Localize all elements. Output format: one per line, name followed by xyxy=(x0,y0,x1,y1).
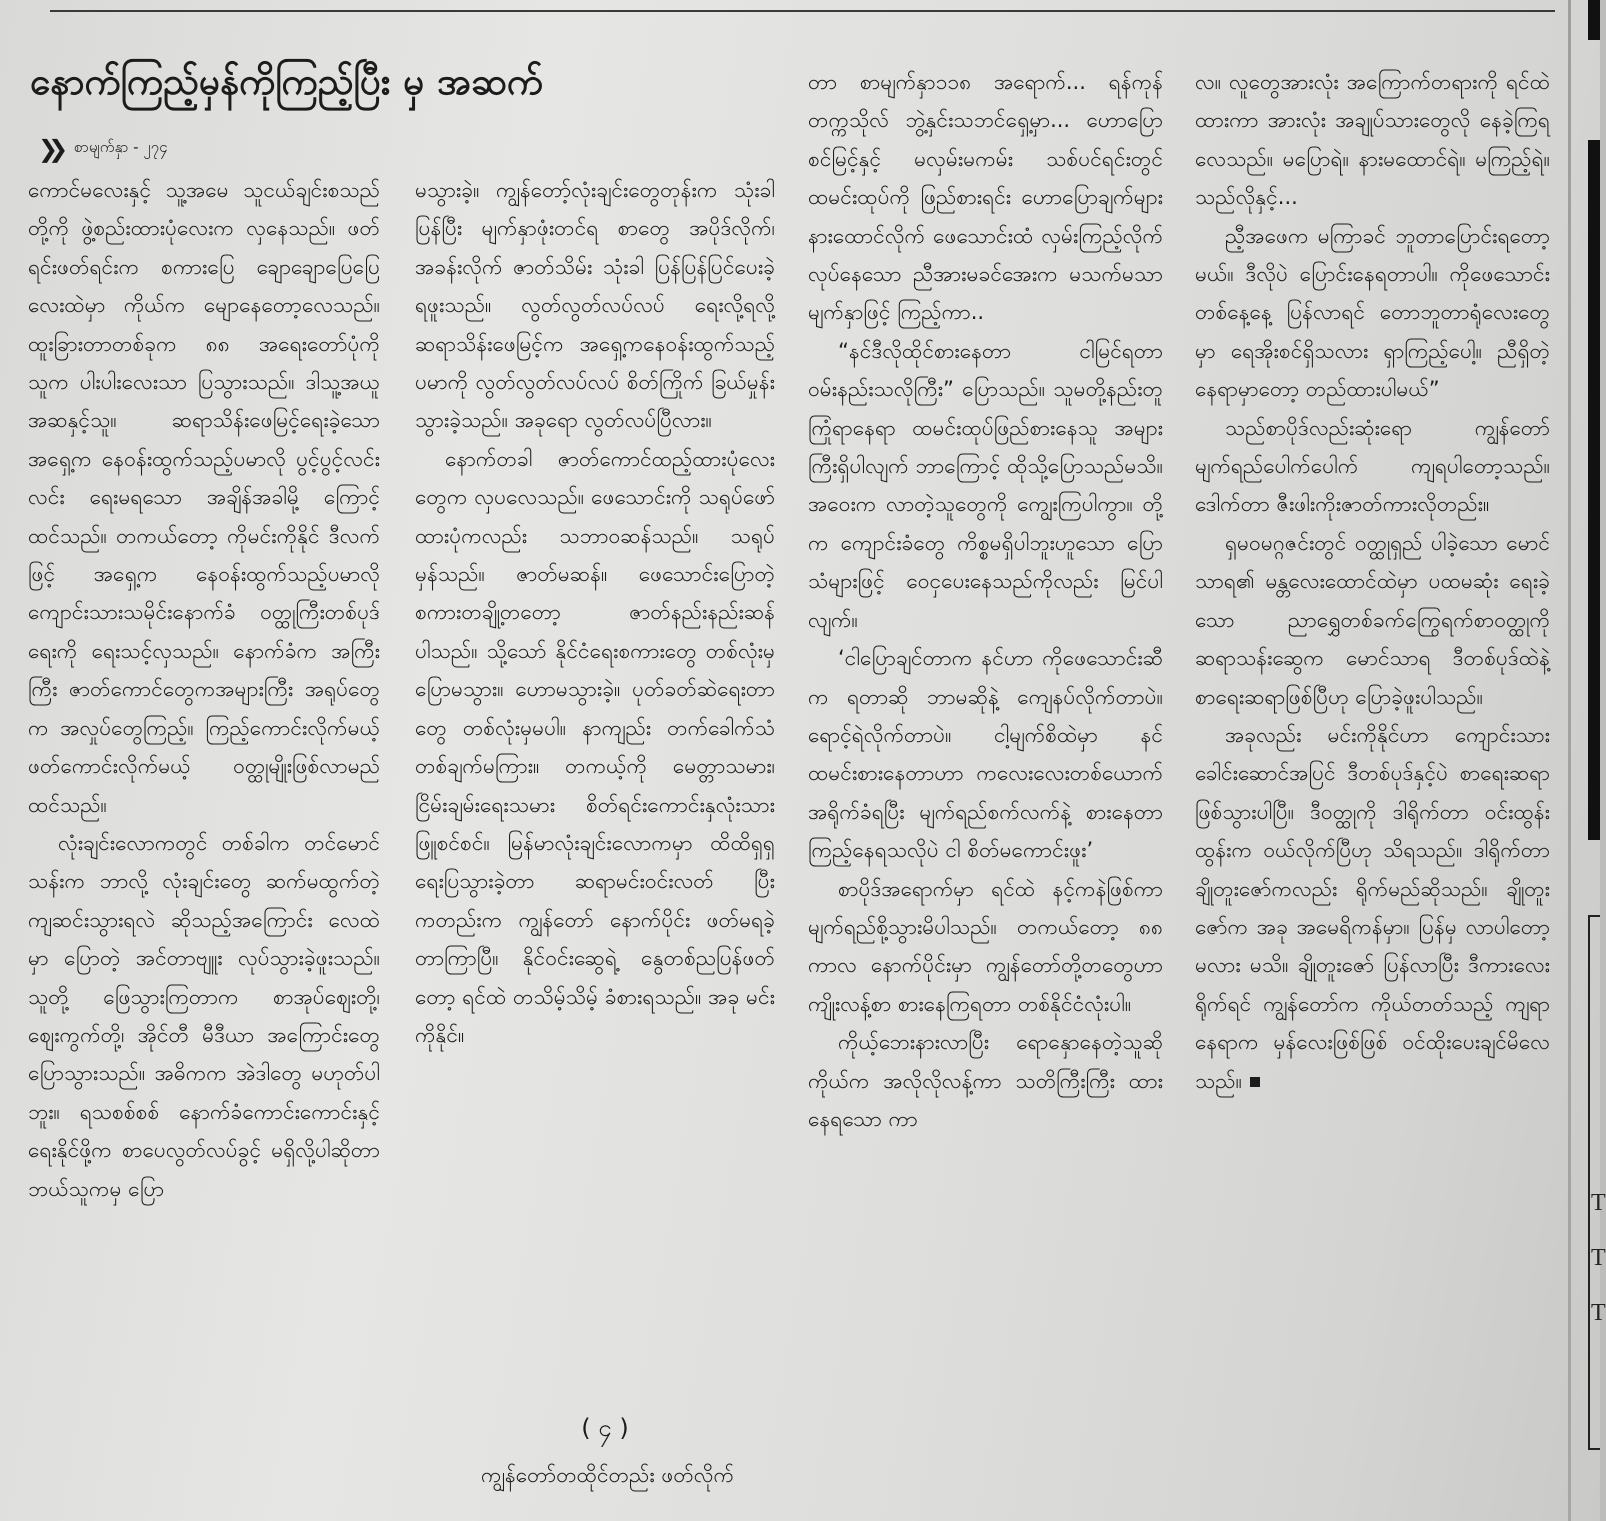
paragraph: ကောင်မလေးနှင့် သူ့အမေ သူငယ်ချင်းစသည်တို့ကို ဖွဲ့စည်းထားပုံလေးက လှနေသည်။ ဖတ်ရင်းဖတ်ရင်းက စကားပြေ ချောချောပြေပြေလေးထဲမှာ ကိုယ်က မျောနေတော့လေသည်။ ထူးခြားတာတစ်ခုက ၈၈ အရေးတော်ပုံကို သူက ပါးပါးလေးသာ ပြသွားသည်။ ဒါသူ့အယူအဆနှင့်သူ။ ဆရာသိန်းဖေမြင့်ရေးခဲ့သော အရှေ့က နေဝန်းထွက်သည့်ပမာလို ပွင့်ပွင့်လင်းလင်း ရေးမရသော အချိန်အခါမို့ ကြောင့်ထင်သည်။ တကယ်တော့ ကိုမင်းကိုနိုင် ဒီလက်ဖြင့် အရှေ့က နေဝန်းထွက်သည့်ပမာလို ကျောင်းသားသမိုင်းနောက်ခံ ဝတ္ထုကြီးတစ်ပုဒ်ရေးကို ရေးသင့်လှသည်။ နောက်ခံက အကြီးကြီး ဇာတ်ကောင်တွေကအများကြီး အရုပ်တွေက အလှုပ်တွေကြည့်။ ကြည့်ကောင်းလိုက်မယ့် ဖတ်ကောင်းလိုက်မယ့် ဝတ္ထုမျိုးဖြစ်လာမည် ထင်သည်။ xyxy=(28,178,380,817)
paragraph: တာ စာမျက်နှာ၁၁၈ အရောက်... ရန်ကုန်တက္ကသိုလ် ဘွဲ့နှင်းသဘင်ရှေ့မှာ... ဟောပြောစင်မြင့်နှင့် မလှမ်းမကမ်း သစ်ပင်ရင်းတွင် ထမင်းထုပ်ကို ဖြည်စားရင်း ဟောပြောချက်များ နားထောင်လိုက် ဖေသောင်းထံ လှမ်းကြည့်လိုက်လုပ်နေသော ညီအားမခင်အေးက မသက်မသာမျက်နှာဖြင့် ကြည့်ကာ.. xyxy=(808,70,1163,325)
adjacent-page-edge xyxy=(1588,140,1600,840)
paragraph: စာပိုဒ်အရောက်မှာ ရင်ထဲ နင့်ကနဲဖြစ်ကာ မျက်ရည်စို့သွားမိပါသည်။ တကယ်တော့ ၈၈ ကာလ နောက်ပိုင်းမှာ ကျွန်တော်တို့တတွေဟာ ကျိုးလန့်စာ စားနေကြရတာ တစ်နိုင်ငံလုံးပါ။ xyxy=(808,876,1163,1016)
top-rule xyxy=(50,10,1555,12)
paragraph: ရှမဝမဂ္ဂဇင်းတွင် ဝတ္ထုရှည် ပါခဲ့သော မောင်သာရ၏ မန္တလေးထောင်ထဲမှာ ပထမဆုံး ရေးခဲ့သော ညာရွှေတစ်ခက်ကြွေရက်စာဝတ္ထုကို ဆရာသန်းဆွေက မောင်သာရ ဒီတစ်ပုဒ်ထဲနဲ့ စာရေးဆရာဖြစ်ပြီဟု ပြောခဲ့ဖူးပါသည်။ xyxy=(1195,530,1550,709)
paragraph: လ။ လူတွေအားလုံး အကြောက်တရားကို ရင်ထဲထားကာ အားလုံး အချုပ်သားတွေလို နေခဲ့ကြရလေသည်။ မပြောရဲ။ နားမထောင်ရဲ။ မကြည့်ရဲ။ သည်လိုနှင့်... xyxy=(1195,70,1550,210)
page-fold xyxy=(1568,0,1571,1521)
adjacent-page-edge xyxy=(1588,0,1600,40)
article-column-3 xyxy=(808,63,1163,1521)
paragraph: သည်စာပိုဒ်လည်းဆုံးရော ကျွန်တော် မျက်ရည်ပေါက်ပေါက် ကျရပါတော့သည်။ ဒေါက်တာ ဇီးဖါးကိုးဇာတ်ကားလိုတည်း။ xyxy=(1195,415,1550,517)
adjacent-page-fragment: T xyxy=(1591,1190,1606,1216)
paragraph: ကိုယ့်ဘေးနားလာပြီး ရောနှောနေတဲ့သူဆို ကိုယ်က အလိုလိုလန့်ကာ သတိကြီးကြီး ထားနေရသော ကာ xyxy=(808,1030,1163,1131)
article-column-4 xyxy=(1195,63,1550,1473)
article-headline: နောက်ကြည့်မှန်ကိုကြည့်ပြီး မှ အဆက် xyxy=(30,60,544,103)
paragraph: နောက်တခါ ဇာတ်ကောင်ထည့်ထားပုံလေးတွေက လှပလေသည်။ ဖေသောင်းကို သရုပ်ဖော်ထားပုံကလည်း သဘာဝဆန်သည်။ သရုပ်မှန်သည်။ ဇာတ်မဆန်။ ဖေသောင်းပြောတဲ့ စကားတချို့တတော့ ဇာတ်နည်းနည်းဆန်ပါသည်။ သို့သော် နိုင်ငံရေးစကားတွေ တစ်လုံးမှ ပြောမသွား။ ဟောမသွားခဲ့။ ပုတ်ခတ်ဆဲရေးတာတွေ တစ်လုံးမှမပါ။ နာကျည်း တက်ခေါက်သံ တစ်ချက်မကြား။ တကယ့်ကို မေတ္တာသမား၊ ငြိမ်းချမ်းရေးသမား စိတ်ရင်းကောင်းနှလုံးသားဖြူစင်စင်။ မြန်မာလုံးချင်းလောကမှာ ထိထိရှရှ ရေးပြသွားခဲ့တာ ဆရာမင်းဝင်းလတ် ပြီးကတည်းက ကျွန်တော် နောက်ပိုင်း ဖတ်မရခဲ့တာကြာပြီ။ နိုင်ဝင်းဆွေရဲ့ နွေတစ်ညပြန်ဖတ်တော့ ရင်ထဲ တသိမ့်သိမ့် ခံစားရသည်။ အခု မင်းကိုနိုင်။ xyxy=(415,446,775,1047)
adjacent-page-fragment: T xyxy=(1591,1245,1606,1271)
article-column-2 xyxy=(415,171,775,1441)
paragraph xyxy=(1195,716,1550,1100)
double-chevron-right-icon: ❯❯ xyxy=(38,135,59,163)
end-square-icon xyxy=(1250,1077,1260,1087)
paragraph: လုံးချင်းလောကတွင် တစ်ခါက တင်မောင်သန်းက ဘာလို့ လုံးချင်းတွေ ဆက်မထွက်တဲ့ ကျဆင်းသွားရလဲ ဆိုသည့်အကြောင်း လေထဲမှာ ပြောတဲ့ အင်တာဗျူး လုပ်သွားခဲ့ဖူးသည်။ သူတို့ ဖြေသွားကြတာက စာအုပ်ဈေးတို့၊ ဈေးကွက်တို့၊ အိုင်တီ မီဒီယာ အကြောင်းတွေ ပြောသွားသည်။ အဓိကက အဲဒါတွေ မဟုတ်ပါဘူး။ ရသစစ်စစ် နောက်ခံကောင်းကောင်းနှင့် ရေးနိုင်ဖို့က စာပေလွတ်လပ်ခွင့် မရှိလို့ပါဆိုတာ ဘယ်သူကမှ ပြော xyxy=(28,830,380,1201)
byline xyxy=(38,136,168,162)
byline-text: စာမျက်နှာ - ၂၇၄ xyxy=(74,138,168,156)
article-column-1 xyxy=(28,171,380,1516)
continuation-line: ကျွန်တော်တထိုင်တည်း ဖတ်လိုက် xyxy=(480,1463,735,1487)
paragraph: ‘ငါပြောချင်တာက နင်ဟာ ကိုဖေသောင်းဆီက ရတာဆို ဘာမဆိုနဲ့ ကျေနပ်လိုက်တာပဲ။ ရောင့်ရဲလိုက်တာပဲ။ ငါ့မျက်စိထဲမှာ နင် ထမင်းစားနေတာဟာ ကလေးလေးတစ်ယောက် အရိုက်ခံရပြီး မျက်ရည်စက်လက်နဲ့ စားနေတာ ကြည့်နေရသလိုပဲ ငါ စိတ်မကောင်းဖူး’ xyxy=(808,646,1163,863)
paragraph: မသွားခဲ့။ ကျွန်တော့်လုံးချင်းတွေတုန်းက သုံးခါပြန်ပြီး မျက်နှာဖုံးတင်ရ စာတွေ အပိုဒ်လိုက်၊ အခန်းလိုက် ဇာတ်သိမ်း သုံးခါ ပြန်ပြန်ပြင်ပေးခဲ့ရဖူးသည်။ လွတ်လွတ်လပ်လပ် ရေးလို့ရလို့ ဆရာသိန်းဖေမြင့်က အရှေ့ကနေဝန်းထွက်သည့်ပမာကို လွတ်လွတ်လပ်လပ် စိတ်ကြိုက် ခြယ်မှုန်းသွားခဲ့သည်။ အခုရော လွတ်လပ်ပြီလား။ xyxy=(415,178,775,433)
page-number: ( ၄ ) xyxy=(581,1414,629,1442)
paragraph: “နင်ဒီလိုထိုင်စားနေတာ ငါမြင်ရတာ ဝမ်းနည်းသလိုကြီး” ပြောသည်။ သူမတို့နည်းတူ ကြုံရာနေရာ ထမင်းထုပ်ဖြည်စားနေသူ အများကြီးရှိပါလျက် ဘာကြောင့် ထိုသို့ပြောသည်မသိ။ အဝေးက လာတဲ့သူတွေကို ကျွေးကြပါကွာ။ တို့က ကျောင်းခံတွေ ကိစ္စမရှိပါဘူးဟူသော ပြောသံများဖြင့် ဝေငှပေးနေသည်ကိုလည်း မြင်ပါလျက်။ xyxy=(808,338,1163,632)
paragraph: ညီ့အဖေက မကြာခင် ဘူတာပြောင်းရတော့မယ်။ ဒီလိုပဲ ပြောင်းနေရတာပါ။ ကိုဖေသောင်း တစ်နေ့နေ့ ပြန်လာရင် တောဘူတာရုံလေးတွေမှာ ရေအိုးစင်ရှိသလား ရှာကြည့်ပေါ့။ ညီရှိတဲ့နေရာမှာတော့ တည်ထားပါမယ်” xyxy=(1195,223,1550,402)
adjacent-page-fragment: T xyxy=(1591,1300,1606,1326)
paragraph-text: အခုလည်း မင်းကိုနိုင်ဟာ ကျောင်းသားခေါင်းဆောင်အပြင် ဒီတစ်ပုဒ်နှင့်ပဲ စာရေးဆရာ ဖြစ်သွားပါပြီ။ ဒီဝတ္ထုကို ဒါရိုက်တာ ဝင်းထွန်းထွန်းက ဝယ်လိုက်ပြီဟု သိရသည်။ ဒါရိုက်တာ ချိုတူးဇော်ကလည်း ရိုက်မည်ဆိုသည်။ ချိုတူးဇော်က အခု အမေရိကန်မှာ။ ပြန်မှ လာပါတော့ မလား မသိ။ ချိုတူးဇော် ပြန်လာပြီး ဒီကားလေးရိုက်ရင် ကျွန်တော်က ကိုယ်တတ်သည့် ကျရာနေရာက မှန်လေးဖြစ်ဖြစ် ဝင်ထိုးပေးချင်မိလေသည်။ xyxy=(1195,722,1550,1093)
adjacent-page-box xyxy=(1588,915,1600,1450)
